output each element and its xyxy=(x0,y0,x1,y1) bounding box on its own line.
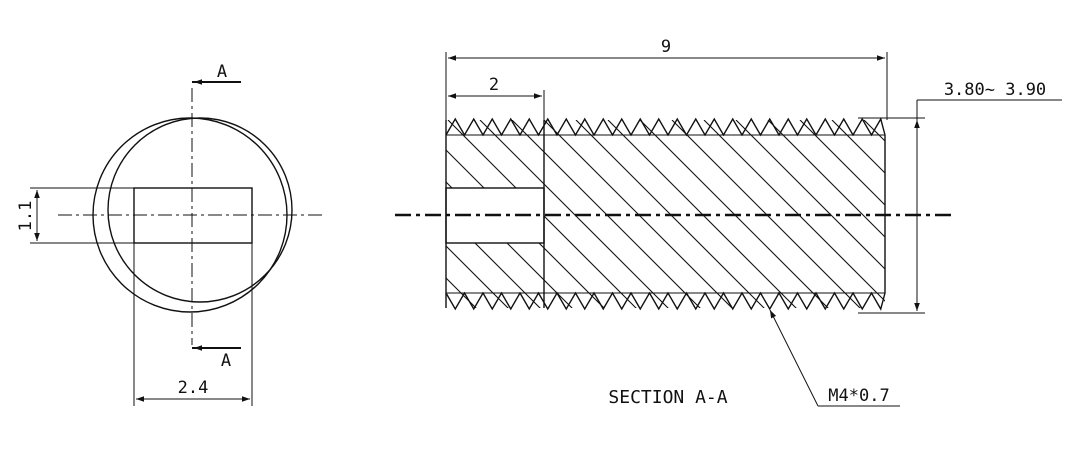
thread-top xyxy=(446,119,885,135)
dim-slot-depth: 2 xyxy=(488,75,500,95)
thread-bottom xyxy=(446,293,885,309)
thread-leader xyxy=(770,310,818,406)
section-mark-bottom: A xyxy=(220,351,232,371)
dim-length: 9 xyxy=(660,37,672,57)
section-mark-top: A xyxy=(216,62,228,82)
dim-slot-height: 1.1 xyxy=(16,200,36,232)
thread-callout: M4*0.7 xyxy=(828,386,890,406)
end-view xyxy=(16,62,325,406)
section-view xyxy=(0,37,1077,408)
dim-slot-width: 2.4 xyxy=(177,378,209,398)
inner-circle xyxy=(108,118,292,302)
dim-diameter-range: 3.80~ 3.90 xyxy=(943,80,1047,100)
section-label: SECTION A-A xyxy=(608,387,728,408)
